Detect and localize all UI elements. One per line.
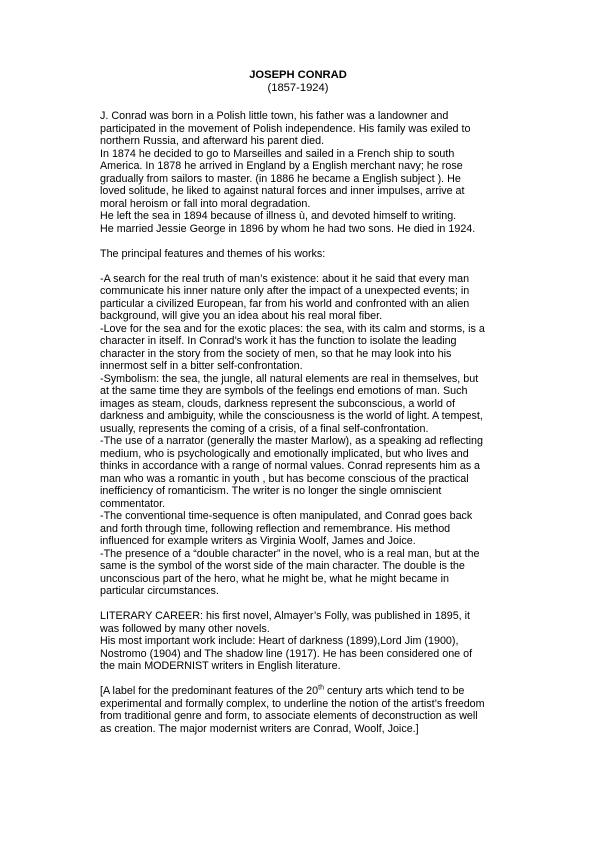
text-line: -The presence of a “double character” in the novel, who is a real man, but at the bbox=[100, 547, 480, 560]
text-line: character in itself. In Conrad’s work it has the function to isolate the leading bbox=[100, 335, 457, 347]
paragraph-gap bbox=[100, 260, 520, 273]
text-line: thinks in accordance with a range of normal values. Conrad represents him as a bbox=[100, 460, 481, 472]
paragraph-gap bbox=[100, 673, 520, 686]
paragraph bbox=[100, 248, 520, 261]
text-line: background, will give you an idea about his real moral fiber. bbox=[100, 310, 383, 322]
text-line: the main MODERNIST writers in English literature. bbox=[100, 660, 341, 672]
text-line: usually, represents the coming of a crisis, of a final self-confrontation. bbox=[100, 422, 429, 435]
text-line: particular circumstances. bbox=[100, 585, 219, 597]
text-line: -A search for the real truth of man’s existence: about it he said that every man bbox=[100, 272, 470, 285]
text-line: In 1874 he decided to go to Marseilles and sailed in a French ship to south bbox=[100, 147, 455, 160]
text-line: moral heroism or fall into moral degradation. bbox=[100, 197, 311, 210]
text-line: -The conventional time-sequence is often manipulated, and Conrad goes back bbox=[100, 510, 473, 522]
text-line: His most important work include: Heart of darkness (1899),Lord Jim (1900), bbox=[100, 635, 459, 647]
paragraph bbox=[100, 685, 520, 735]
text-line: unconscious part of the hero, what he might be, what he might became in bbox=[100, 572, 449, 585]
document-body bbox=[100, 110, 520, 735]
text-line: darkness and ambiguity, while the consciousness is the world of light. A tempest, bbox=[100, 410, 483, 422]
paragraph-gap bbox=[100, 598, 520, 611]
text-line: -The use of a narrator (generally the master Marlow), as a speaking ad reflecting bbox=[100, 435, 484, 447]
text-line: innermost self in a bitter self-confrontation. bbox=[100, 360, 303, 372]
document-subtitle-dates: (1857-1924) bbox=[267, 82, 329, 94]
text-line: J. Conrad was born in a Polish little town, his father was a landowner and bbox=[100, 110, 449, 122]
paragraph bbox=[100, 110, 520, 235]
text-line: [A label for the predominant features of the 20th century arts which tend to be bbox=[100, 684, 465, 697]
text-line: northern Russia, and afterward his parent died. bbox=[100, 135, 325, 147]
text-line: particular a civilized European, far from his world and confronted with an alien bbox=[100, 297, 470, 310]
text-line: as creation. The major modernist writers are Conrad, Woolf, Joice.] bbox=[100, 722, 419, 735]
paragraph bbox=[100, 273, 520, 598]
text-line: America. In 1878 he arrived in England by a English merchant navy; he rose bbox=[100, 160, 463, 172]
text-line: was followed by many other novels. bbox=[100, 622, 270, 635]
text-line: medium, who is psychologically and emotionally implicated, but who lives and bbox=[100, 447, 469, 460]
text-line: -Symbolism: the sea, the jungle, all natural elements are real in themselves, but bbox=[100, 372, 479, 385]
text-line: experimental and formally complex, to underline the notion of the artist’s freedom bbox=[100, 697, 485, 710]
text-line: Nostromo (1904) and The shadow line (1917). He has been considered one of bbox=[100, 647, 473, 660]
paragraph bbox=[100, 610, 520, 673]
text-line: images as steam, clouds, darkness represent the subconscious, a world of bbox=[100, 397, 455, 410]
text-line: gradually from sailors to master. (in 1886 he became a English subject ). He bbox=[100, 172, 461, 185]
text-line: from traditional genre and form, to associate elements of deconstruction as well bbox=[100, 710, 478, 722]
text-line: same is the symbol of the worst side of the main character. The double is the bbox=[100, 560, 465, 572]
text-line: character in the story from the society of men, so that he may look into his bbox=[100, 347, 452, 360]
document-title: JOSEPH CONRAD bbox=[249, 69, 347, 81]
text-line: LITERARY CAREER: his first novel, Almayer’s Folly, was published in 1895, it bbox=[100, 610, 471, 622]
text-line: man who was a romantic in youth , but has become conscious of the practical bbox=[100, 472, 469, 485]
text-line: commentator. bbox=[100, 497, 166, 510]
text-line: -Love for the sea and for the exotic places: the sea, with its calm and storms, is a bbox=[100, 322, 485, 335]
text-line: He left the sea in 1894 because of illness ù, and devoted himself to writing. bbox=[100, 210, 457, 222]
text-line: The principal features and themes of his works: bbox=[100, 247, 326, 260]
paragraph-gap bbox=[100, 235, 520, 248]
text-line: loved solitude, he liked to against natural forces and inner impulses, arrive at bbox=[100, 185, 465, 197]
text-line: communicate his inner nature only after the impact of a unexpected events; in bbox=[100, 285, 470, 297]
text-line: at the same time they are symbols of the feelings end emotions of man. Such bbox=[100, 385, 468, 397]
text-line: influenced for example writers as Virginia Woolf, James and Joice. bbox=[100, 535, 416, 547]
text-line: and forth through time, following reflection and remembrance. His method bbox=[100, 522, 451, 535]
text-line: He married Jessie George in 1896 by whom he had two sons. He died in 1924. bbox=[100, 222, 476, 235]
text-line: inefficiency of romanticism. The writer is no longer the single omniscient bbox=[100, 485, 442, 497]
text-line: participated in the movement of Polish independence. His family was exiled to bbox=[100, 122, 471, 135]
